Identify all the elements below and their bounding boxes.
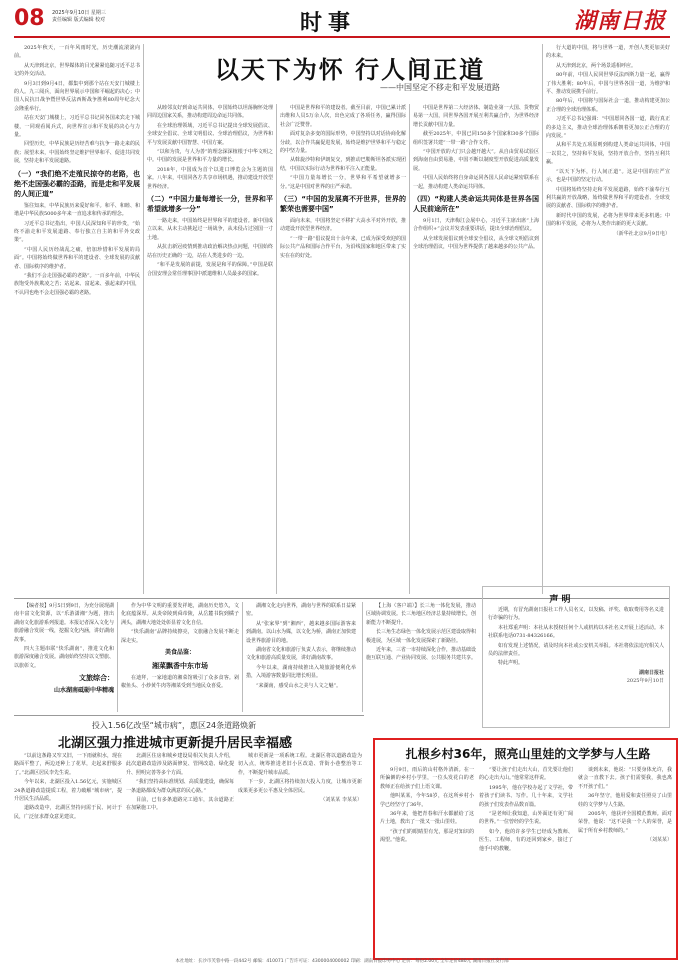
column-divider	[117, 602, 118, 712]
paragraph: 【上海（客户端）】长三角一体化发展，推动区域协调发展。长三角地区经济总量持续增长，创新能力不断提升。	[366, 603, 476, 626]
paragraph: 从天津到北京，两个场景遥相呼应。	[556, 62, 637, 69]
paragraph: 2018年，中国成为首个以进口博览会为主题的国家。八年来，中国同各方共享市场机遇，推动建设开放型世界经济。	[147, 166, 273, 190]
paragraph: 从斡旋沙特和伊朗复交，到推动巴勒斯坦各派实现团结，中国以实际行动为世界和平注入正能量。	[280, 157, 406, 172]
paragraph: 近年来，三省一市持续深化合作，推动基础设施互联互通、产业协同发展、公共服务共建共享。	[366, 647, 476, 662]
lead-subheading-2: （二）“中国力量每增长一分，世界和平希望就增多一分”	[147, 195, 273, 214]
paragraph: 如今，他的许多学生已经成为教师、医生、工程师，有的还回到家乡，接过了他手中的教鞭。	[479, 828, 573, 852]
paragraph: 从天津到北京，世界媒体的目光紧紧追随习近平总书记的外交活动。	[14, 62, 140, 78]
paragraph: 如有发现上述情况，请及时向本社或公安机关举报。本社将依法追究相关人员的法律责任。	[488, 642, 664, 658]
paragraph: 湖南省文化和旅游厅负责人表示，将继续推动文化和旅游高质量发展，讲好湖南故事。	[246, 647, 356, 662]
paragraph: 面向未来，中国将坚定不移扩大高水平对外开放，推动建设开放型世界经济。	[280, 218, 406, 233]
header-editors: 责任编辑 版式编辑 校对	[52, 17, 106, 23]
paragraph: 北湖区住房和城乡建设局相关负责人介绍，此次道路改造涉及路面修复、管网改造、绿化提升、照明完善等多个方面。	[126, 753, 234, 776]
lead-column-3	[280, 104, 406, 594]
lead-subheading-1: （一）“我们绝不走殖民掠夺的老路，也绝不走国强必霸的歪路，而是走和平发展的人间正道”	[14, 169, 140, 198]
paragraph: 在迪拜，一家地道的湘菜馆吸引了众多食客。剁椒鱼头、小炒黄牛肉等湘菜受到当地民众喜爱。	[121, 675, 239, 690]
paragraph: 他叫某某，今年58岁，在这所乡村小学已经坚守了36年。	[380, 793, 474, 808]
paragraph: 中国是世界第二大经济体、制造业第一大国、货物贸易第一大国，同世界各国开展互利共赢合作，为世界经济增长贡献中国力量。	[413, 105, 539, 128]
paragraph: 从抗击新冠疫情到推动政治解决热点问题，中国始终站在历史正确的一边，站在人类进步的一边。	[147, 244, 273, 259]
lead-subtitle: ——中国坚定不移走和平发展道路	[380, 83, 500, 92]
section-title: 时事	[300, 11, 357, 36]
page-number: 08	[14, 6, 45, 31]
paragraph: “孩子们的眼睛里有光，那是对知识的渴望。”他说。	[380, 828, 474, 844]
paragraph: 【编者按】9月5日到9日，为充分展现湖南丰富文化资源，以“乐游潇湘”为题，推出湖南文化旅游系列报道。本报记者深入文化与旅游融合发展一线，挖掘文化内涵，讲好湖南故事。	[14, 603, 114, 643]
paragraph: 行大道的中国，将与世界一道，开创人类更加美好的未来。	[546, 45, 670, 60]
lead-column-2	[147, 104, 273, 594]
city-column-2	[126, 752, 234, 952]
paragraph: 长三角生态绿色一体化发展示范区建设取得积极进展，为区域一体化发展探索了新路径。	[366, 629, 476, 644]
paragraph: 湖湘文化走向世界，湖南与世界的联系日益紧密。	[246, 603, 356, 618]
paragraph: 中国将始终坚持走和平发展道路，始终不渝奉行互利共赢的开放战略，始终做世界和平的建设者、全球发展的贡献者、国际秩序的维护者。	[546, 186, 670, 210]
paragraph: 面对复杂多变的国际形势，中国坚持以对话协商化解分歧，以合作共赢促进发展，始终是维护世界和平与稳定的中坚力量。	[280, 131, 406, 155]
header-meta	[52, 10, 106, 24]
paragraph: “以前这条路又窄又旧，一下雨就积水，现在路面平整了，两边还种上了花草，走起来舒服多了。”北湖区居民李先生说。	[14, 753, 122, 776]
paragraph: “快乐湖南”品牌持续擦亮，文旅融合发展不断走深走实。	[121, 629, 239, 644]
column-divider	[362, 602, 363, 712]
lead-column-5	[546, 44, 670, 594]
paragraph: 城市更新是一项系统工程。北湖区将以道路改造为切入点，统筹推进老旧小区改造、背街小巷整治等工作，不断提升城市品质。	[238, 753, 362, 776]
paragraph: 道路改造中，北湖区坚持问需于民、问计于民，广泛征求群众意见建议。	[14, 805, 122, 820]
paragraph: “我们坚持高标准规划、高质量建设，确保每一条道路都成为群众满意的民心路。”	[126, 779, 234, 794]
paragraph: 9月9日，雨后的山村格外清新。在一所偏僻的乡村小学里，一位头发花白的老教师正在给孩子们上语文课。	[380, 767, 474, 790]
paragraph: “以天下为怀，行人间正道”。这是中国的庄严宣示，也是中国的坚定行动。	[546, 168, 670, 184]
paragraph: 鉴往知来，中华民族历来爱好和平。和平、和睦、和谐是中华民族5000多年来一直追求和传承的理念。	[14, 202, 140, 218]
city-column-3	[238, 752, 362, 952]
paragraph: 谈到未来，他说：“只要身体允许，我就会一直教下去。孩子们需要我，我也离不开孩子们。”	[578, 767, 672, 790]
paragraph: “我们不会走国强必霸的老路”。一百多年前，中华民族饱受外族欺凌之苦；站起来、富起来、强起来的中国，不认同也绝不会走国强必霸的老路。	[14, 272, 140, 296]
city-column-1	[14, 752, 122, 952]
header-rule	[14, 36, 670, 38]
lead-title: 以天下为怀 行人间正道	[214, 56, 486, 84]
paragraph: 本社郑重声明：本社从未授权任何个人或机构以本社名义开展上述活动。本社联系电话0731-84326166。	[488, 624, 664, 640]
lead-subheading-4: （四）“构建人类命运共同体是世界各国人民前途所在”	[413, 195, 539, 214]
culture-box-subtitle: 山水湖南砥砺中华精魂	[53, 687, 114, 695]
paragraph: 截至2025年，中国已同150多个国家和30多个国际组织签署共建“一带一路”合作文件。	[413, 131, 539, 146]
paragraph: 从“张家界”到“湘西”，越来越多国际游客来到湖南。以山水为媒，以文化为桥，湖南正加快建设世界旅游目的地。	[246, 620, 356, 644]
column-divider	[542, 44, 543, 594]
page-header	[0, 0, 684, 42]
paragraph: 今年以来，湖南持续推出入境旅游便利化举措，入境游客数量同比增长明显。	[246, 664, 356, 680]
paragraph: 2005年，他获评全国模范教师。面对荣誉，他说：“这不是我一个人的荣誉，是属于所有乡村教师的。”	[578, 811, 672, 834]
feature-column-1	[380, 766, 474, 954]
paragraph: 从睦邻友好到命运共同体，中国始终以坦荡胸怀处理同周边国家关系，推动构建周边命运共同体。	[147, 105, 273, 120]
paragraph: 36年坚守，他用爱和责任照亮了山里娃的文学梦与人生路。	[578, 793, 672, 808]
section-divider	[14, 715, 364, 716]
paragraph: 习近平总书记指出，中国人民深知和平的珍贵，“始终不渝走和平发展道路、奉行独立自主的和平外交政策”。	[14, 220, 140, 244]
city-author: （刘某某 李某某）	[320, 797, 362, 804]
city-title: 北湖区强力推进城市更新提升居民幸福感	[57, 736, 292, 751]
paragraph: 80年后，中国将与国际社会一道，推动构建更加公正合理的全球治理体系。	[546, 98, 670, 113]
paragraph: “中国人民历经战乱之痛，倍加珍惜和平发展的局面”。中国将始终做世界和平的建设者、全球发展的贡献者、国际秩序的维护者。	[14, 246, 140, 270]
notice-signature: 湖南日报社	[638, 669, 664, 676]
column-divider	[143, 44, 144, 594]
notice-body	[488, 606, 664, 724]
paragraph: 中国是世界和平的建设者。截至目前，中国已累计派出维和人员5万余人次，出色完成了各项任务，赢得国际社会广泛赞誉。	[280, 105, 406, 128]
paragraph: 中国人民始终将自身命运同各国人民命运紧密联系在一起，推动构建人类命运共同体。	[413, 175, 539, 190]
lead-column-1	[14, 44, 140, 594]
food-box-subtitle: 湘菜飘香中东市场	[152, 662, 208, 671]
paragraph: 1995年，他在学校办起了文学社，带着孩子们读书、写作。几十年来，文学社的孩子们发表作品数百篇。	[479, 784, 573, 808]
column-divider	[409, 104, 410, 594]
paragraph: “中国力量每增长一分，世界和平希望就增多一分。”这是中国对世界的庄严承诺。	[280, 175, 406, 190]
feature-column-3	[578, 766, 672, 954]
culture-box-title: 文旅综合：	[79, 674, 114, 683]
paragraph: “来湖南，感受山水之美与人文之魅”。	[256, 682, 342, 689]
paragraph: 9月3日到9月4日，都集中到那个站在天安门城楼上的人。九三阅兵，面向世界展示中国和平崛起的决心；中国人民抗日战争暨世界反法西斯战争胜利80周年纪念大会隆重举行。	[14, 80, 140, 112]
paragraph: 下一步，北湖区将持续加大投入力度，让城市更新成果更多更公平惠及全体居民。	[238, 779, 362, 794]
paragraph: 回望历史，中华民族是历经苦难与抗争一路走来的民族；展望未来，中国始终坚定维护世界和平、促进共同发展，坚持走和平发展道路。	[14, 141, 140, 165]
paragraph: 在全球治理领域，习近平总书记提出全球发展倡议、全球安全倡议、全球文明倡议、全球治理倡议，为世界和平与发展贡献中国智慧、中国方案。	[147, 122, 273, 146]
paragraph: “以和为贵，与人为善”的理念深深植根于中华文明之中。中国的发展是世界和平力量的增长。	[147, 149, 273, 164]
paragraph: 四大主题串联“快乐湖南”，推进文化和旅游深度融合发展。湖南始终坚持以文塑旅、以旅彰文。	[14, 646, 114, 669]
culture-column-2	[121, 602, 239, 712]
region-column-1	[366, 602, 476, 722]
paragraph: 2025年秋天，一百年风雨时光，历史潮流滚滚向前。	[14, 45, 140, 60]
paragraph: 特此声明。	[498, 660, 524, 667]
paragraph: “是老师让我知道，山外面还有更广阔的世界。”一位曾经的学生说。	[479, 811, 573, 826]
paragraph: 9月1日，天津梅江会展中心，习近平主席出席“上海合作组织+”会议并发表重要讲话，提出全球治理倡议。	[413, 218, 539, 233]
feature-title: 扎根乡村36年，照亮山里娃的文学梦与人生路	[405, 747, 651, 761]
paragraph: 一路走来，中国始终是世界和平的建设者。新中国成立以来，从未主动挑起过一场战争，从未侵占过别国一寸土地。	[147, 218, 273, 241]
paragraph: 新时代中国的发展，必将为世界带来更多机遇；中国的和平发展，必将为人类作出新的更大贡献。	[546, 212, 670, 228]
paragraph: “要让孩子们走出大山，首先要让他们的心走出大山。”他常常这样说。	[479, 767, 573, 782]
notice-date: 2025年9月10日	[626, 678, 664, 685]
food-box-title: 美食品鉴：	[164, 649, 195, 657]
culture-column-3	[246, 602, 356, 712]
lead-author: （新华社北京9月9日电）	[613, 230, 670, 237]
paragraph: 习近平总书记强调：“中国愿同各国一道，践行真正的多边主义，推动全球治理体系朝着更加公正合理的方向发展。”	[546, 116, 670, 140]
paragraph: 目前，已有多条道路完工通车，其余道路正在加紧施工中。	[126, 797, 234, 812]
notice-title: 声 明	[549, 595, 571, 605]
culture-column-1	[14, 602, 114, 712]
paragraph: 今年以来，北湖区投入1.56亿元，实施城区24条道路改造提质工程，着力破解“城市病”，提升居民生活品质。	[14, 779, 122, 803]
paragraph: “一带一路”倡议提出十余年来，已成为深受欢迎的国际公共产品和国际合作平台，为沿线国家和地区带来了实实在在的好处。	[280, 235, 406, 259]
paragraph: “中国开放的大门只会越开越大”。从自由贸易试验区到海南自由贸易港，中国不断以制度型开放促进高质量发展。	[413, 149, 539, 172]
paragraph: 站在天安门城楼上，习近平总书记同各国来宾走下城楼，一同观看阅兵式，向世界宣示和平发展的决心与力量。	[14, 115, 140, 139]
paragraph: 80年前，中国人民同世界反法西斯力量一起，赢得了伟大胜利；80年后，中国与世界各国一道，为维护和平、推动发展携手前行。	[546, 72, 670, 96]
city-kicker: 投入1.56亿改坚“城市病”，惠区24条道路焕新	[91, 721, 257, 730]
feature-column-2	[479, 766, 573, 954]
header-date: 2025年9月10日 星期三	[52, 10, 106, 16]
paragraph: “和平是发展的前提，发展是和平的保障。”中国是联合国安理会常任理事国中派遣维和人员最多的国家。	[147, 262, 273, 277]
column-divider	[276, 104, 277, 594]
column-divider	[242, 602, 243, 712]
paragraph: 36年来，他把青春和汗水都献给了这片土地，教出了一批又一批山里娃。	[380, 811, 474, 826]
paragraph: 从全球发展倡议到全球安全倡议，从全球文明倡议到全球治理倡议，中国为世界提供了越来越多的公共产品。	[413, 235, 539, 251]
newspaper-logo: 湖南日报	[574, 8, 667, 34]
lead-subheading-3: （三）“中国的发展离不开世界，世界的繁荣也需要中国”	[280, 195, 406, 214]
feature-author: （刘某某）	[646, 837, 672, 844]
paragraph: 作为中华文明的重要发祥地，湖南历史悠久，文化底蕴深厚。从炎帝陵到舜帝陵，从岳麓书院到橘子洲头，湖湘大地处处彰显着文化自信。	[121, 603, 239, 626]
paragraph: 从和平共处五项原则到构建人类命运共同体，中国一以贯之，坚持和平发展，坚持开放合作，坚持互利共赢。	[546, 142, 670, 166]
page-footer: 本社地址：长沙市芙蓉中路一段442号 邮编：410071 广告许可证：4300004000002 印刷：湖南日报印务中心 定价：每份2.00元 全年定价480元 湖南日报社发行部	[175, 959, 509, 964]
paragraph: 近期，有冒充湖南日报社工作人员名义，以发稿、评奖、收取费用等名义进行诈骗的行为。	[488, 607, 664, 622]
lead-column-4	[413, 104, 539, 594]
